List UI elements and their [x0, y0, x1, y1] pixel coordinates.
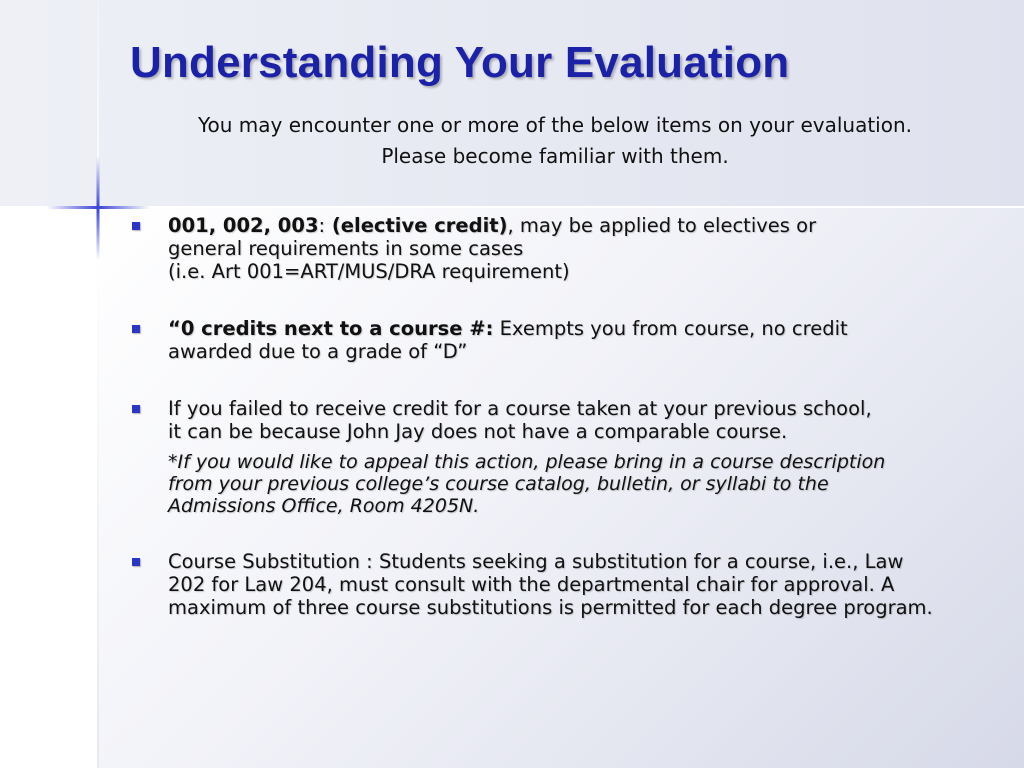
- note-line-3: Admissions Office, Room 4205N.: [168, 495, 480, 517]
- item-text-line-2: awarded due to a grade of “D”: [168, 340, 468, 363]
- subtitle-line-1: You may encounter one or more of the below items on your evaluation.: [197, 113, 913, 137]
- evaluation-items-list: [128, 214, 968, 619]
- item-elective-label: (elective credit): [325, 214, 508, 237]
- note-line-1: *If you would like to appeal this action, please bring in a course description: [168, 451, 886, 473]
- note-line-2: from your previous college’s course catalog, bulletin, or syllabi to the: [168, 473, 829, 495]
- item-text-line-3: (i.e. Art 001=ART/MUS/DRA requirement): [168, 260, 570, 283]
- item-bold-label: “0 credits next to a course #:: [168, 317, 494, 340]
- item-text-line-1: Course Substitution : Students seeking a substitution for a course, i.e., Law: [168, 550, 904, 573]
- list-item-elective-credit: [128, 214, 968, 283]
- bullet-icon: [132, 325, 140, 333]
- item-text-line-3: maximum of three course substitutions is permitted for each degree program.: [168, 596, 933, 619]
- item-text-line-1: If you failed to receive credit for a course taken at your previous school,: [168, 397, 872, 420]
- item-codes: 001, 002, 003: [168, 214, 319, 237]
- bullet-icon: [132, 222, 140, 230]
- item-text: , may be applied to electives or: [507, 214, 817, 237]
- appeal-note: [168, 451, 968, 517]
- bullet-icon: [132, 558, 140, 566]
- item-text-line-2: 202 for Law 204, must consult with the departmental chair for approval. A: [168, 573, 895, 596]
- item-colon: :: [318, 214, 326, 237]
- slide-subtitle: [120, 110, 990, 172]
- header-band: [0, 0, 1024, 207]
- list-item-zero-credits: [128, 317, 968, 363]
- list-item-failed-credit: [128, 397, 968, 517]
- subtitle-line-2: Please become familiar with them.: [381, 144, 729, 168]
- item-text-line-2: it can be because John Jay does not have a comparable course.: [168, 420, 788, 443]
- horizontal-divider: [0, 206, 1024, 208]
- list-item-course-substitution: [128, 550, 968, 619]
- item-text-line-2: general requirements in some cases: [168, 237, 524, 260]
- vertical-divider: [97, 0, 99, 768]
- item-text: Exempts you from course, no credit: [493, 317, 848, 340]
- bullet-icon: [132, 405, 140, 413]
- slide-title: Understanding Your Evaluation: [130, 38, 790, 87]
